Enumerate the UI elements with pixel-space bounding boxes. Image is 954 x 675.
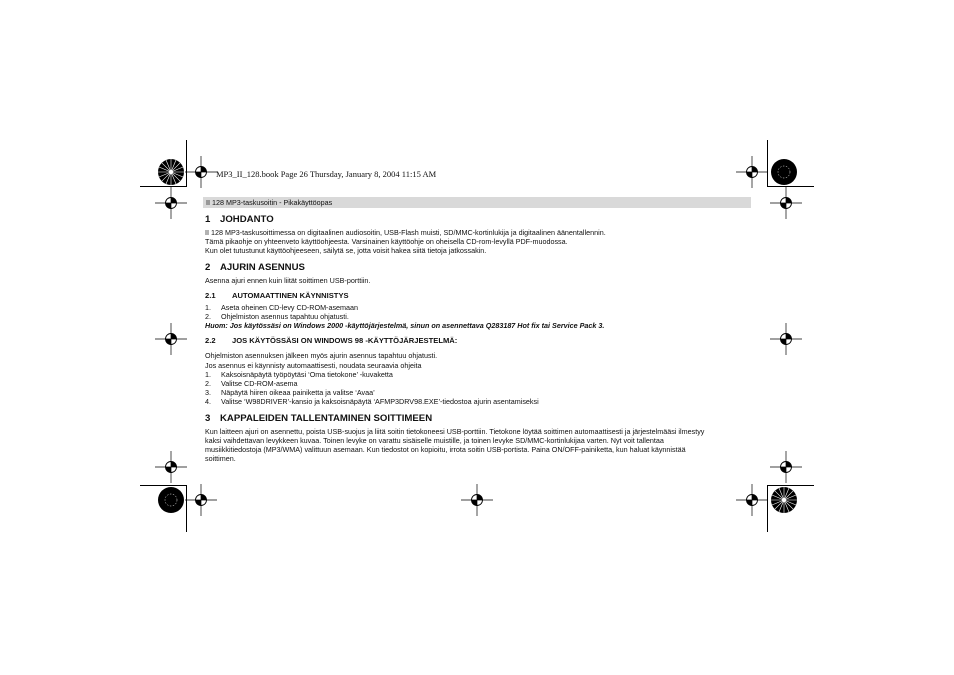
- crosshair-mark-right-upper: [770, 187, 802, 219]
- list-number: 2.: [205, 379, 211, 389]
- paragraph-line: Asenna ajuri ennen kuin liität soittimen USB-porttiin.: [205, 275, 371, 285]
- book-info-line: MP3_II_128.book Page 26 Thursday, January 8, 2004 11:15 AM: [216, 169, 437, 179]
- steps-list: [205, 303, 753, 321]
- subsection-number: 2.1: [205, 290, 216, 300]
- crosshair-mark-top-left: [185, 156, 217, 188]
- crosshair-mark-left-middle: [155, 323, 187, 355]
- paragraph-line: Tämä pikaohje on yhteenveto käyttöohjeesta. Varsinainen käyttöohje on oheisella CD-rom-levyllä PDF-muodossa.: [205, 237, 568, 247]
- list-text: Kaksoisnäpäytä työpöytäsi ‘Oma tietokone’ -kuvaketta: [221, 369, 393, 379]
- subsection-heading-windows98: [205, 336, 753, 345]
- running-header: II 128 MP3-taskusoitin - Pikakäyttöopas: [206, 198, 333, 207]
- crosshair-mark-bottom-left: [185, 484, 217, 516]
- section-number: 3: [205, 412, 211, 424]
- list-item: [205, 370, 753, 379]
- subsection-heading-automaattinen: [205, 291, 753, 300]
- subsection-number: 2.2: [205, 336, 216, 346]
- crosshair-mark-left-lower: [155, 451, 187, 483]
- list-number: 4.: [205, 397, 211, 407]
- list-item: [205, 312, 753, 321]
- section-number: 1: [205, 214, 211, 225]
- crosshair-mark-right-middle: [770, 323, 802, 355]
- dot-mark-bottom-left: [158, 487, 184, 513]
- list-number: 3.: [205, 388, 211, 398]
- page-content: [205, 214, 753, 463]
- list-number: 1.: [205, 369, 211, 379]
- dot-mark-top-right: [771, 159, 797, 185]
- starburst-mark-top-left: [158, 159, 184, 185]
- paragraph-line: II 128 MP3-taskusoittimessa on digitaalinen audiosoitin, USB-Flash muisti, SD/MMC-kortinlukija ja digitaalinen äänentallennin.: [205, 228, 606, 237]
- starburst-mark-bottom-right: [771, 487, 797, 513]
- running-header-bar: [203, 197, 751, 208]
- list-text: Näpäytä hiiren oikeaa painiketta ja valitse ‘Avaa’: [221, 388, 375, 398]
- section-number: 2: [205, 261, 211, 273]
- crosshair-mark-left-upper: [155, 187, 187, 219]
- paragraph-line: Ohjelmiston asennuksen jälkeen myös ajurin asennus tapahtuu ohjatusti.: [205, 351, 438, 361]
- steps-list: [205, 370, 753, 407]
- paragraph-line: musiikkitiedostoja (MP3/WMA) valittuun asemaan. Kun tiedostot on kopioitu, irrota soitin USB-portista. Paina ON/OFF-painiketta, kun haluat käynnistää: [205, 445, 686, 455]
- paragraph-line: Jos asennus ei käynnisty automaattisesti, noudata seuraavia ohjeita: [205, 360, 422, 370]
- paragraph-line: kaksi vaihdettavan levykkeen kuvaa. Toinen levyke on varattu sisäiselle muistille, ja toinen levyke SD/MMC-kortinlukijaa varten. Nyt voit tallentaa: [205, 435, 664, 445]
- crosshair-mark-bottom-right: [736, 484, 768, 516]
- list-item: [205, 397, 753, 406]
- crosshair-mark-bottom-center: [461, 484, 493, 516]
- paragraph-line: Kun olet tutustunut käyttöohjeeseen, säilytä se, jotta voisit hakea siitä tietoja jatkossakin.: [205, 246, 487, 256]
- list-item: [205, 388, 753, 397]
- section-title: JOHDANTO: [220, 214, 274, 225]
- list-text: Ohjelmiston asennus tapahtuu ohjatusti.: [221, 312, 349, 322]
- section-title: AJURIN ASENNUS: [220, 261, 305, 273]
- list-text: Valitse CD-ROM-asema: [221, 379, 298, 389]
- section-heading-kappaleiden-tallentaminen: [205, 413, 753, 424]
- list-text: Aseta oheinen CD-levy CD-ROM-asemaan: [221, 302, 359, 312]
- section-heading-johdanto: [205, 214, 753, 225]
- paragraph-line: soittimen.: [205, 454, 236, 464]
- list-number: 2.: [205, 312, 211, 322]
- list-text: Valitse ‘W98DRIVER’-kansio ja kaksoisnäpäytä ‘AFMP3DRV98.EXE’-tiedostoa ajurin asentamiseksi: [221, 397, 539, 407]
- section-title: KAPPALEIDEN TALLENTAMINEN SOITTIMEEN: [220, 412, 433, 424]
- list-item: [205, 379, 753, 388]
- paragraph-line: Kun laitteen ajuri on asennettu, poista USB-suojus ja liitä soitin tietokoneesi USB-porttiin. Tietokone löytää soittimen automaattisesti ja järjestelmääsi ilmestyy: [205, 426, 705, 436]
- list-item: [205, 303, 753, 312]
- subsection-title: AUTOMAATTINEN KÄYNNISTYS: [232, 290, 349, 300]
- section-heading-ajurin-asennus: [205, 262, 753, 273]
- note-text: Huom: Jos käytössäsi on Windows 2000 -käyttöjärjestelmä, sinun on asennettava Q283187 Hot fix tai Service Pack 3.: [205, 321, 605, 331]
- subsection-title: JOS KÄYTÖSSÄSI ON WINDOWS 98 -KÄYTTÖJÄRJESTELMÄ:: [232, 336, 458, 346]
- crosshair-mark-top-right: [736, 156, 768, 188]
- crosshair-mark-right-lower: [770, 451, 802, 483]
- list-number: 1.: [205, 302, 211, 312]
